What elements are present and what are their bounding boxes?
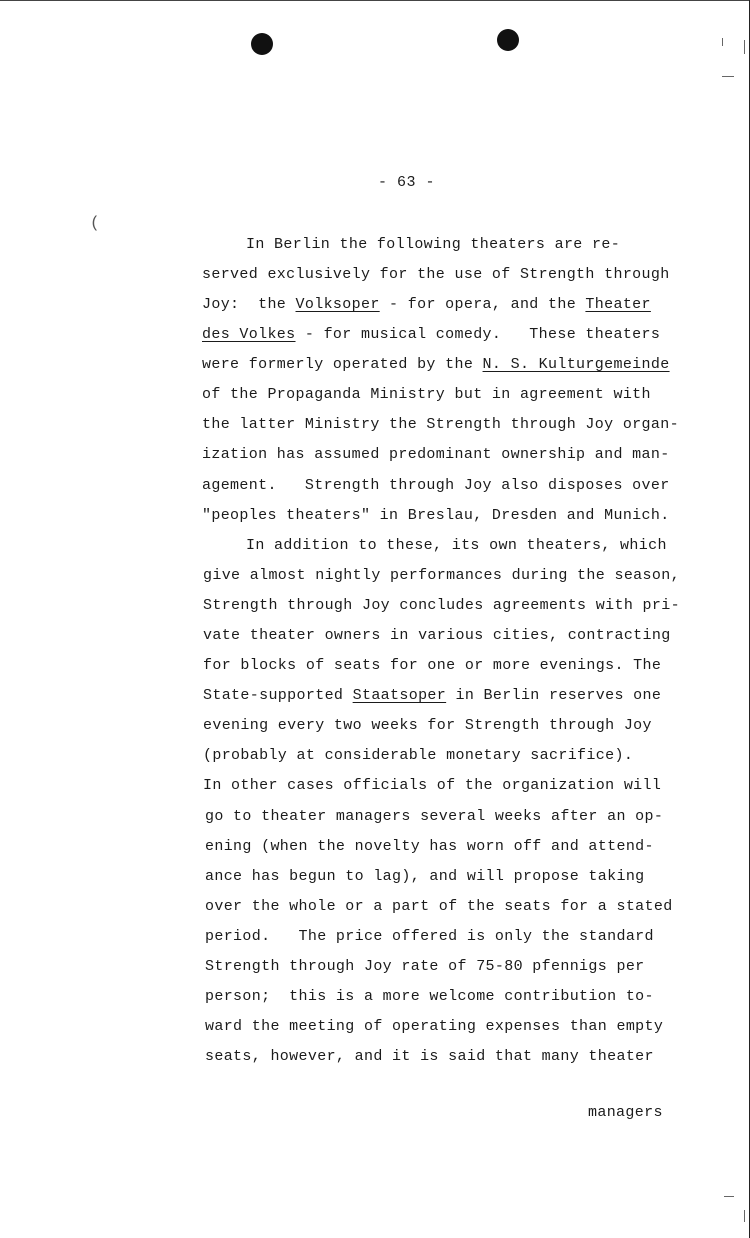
text-segment: Joy: the (202, 296, 296, 313)
text-line (203, 627, 671, 645)
text-segment: agement. Strength through Joy also disposes over (202, 477, 670, 494)
text-segment: - for musical comedy. These theaters (295, 326, 661, 343)
text-segment: served exclusively for the use of Strength through (202, 266, 670, 283)
continuation-word: managers (588, 1104, 663, 1121)
scan-artifact (724, 1196, 734, 1197)
margin-paren-mark: ( (90, 214, 100, 232)
text-line (202, 386, 651, 404)
punch-hole-left (251, 33, 273, 55)
text-segment: period. The price offered is only the standard (205, 928, 654, 945)
scan-artifact (744, 1210, 745, 1222)
text-segment: of the Propaganda Ministry but in agreement with (202, 386, 651, 403)
text-segment: were formerly operated by the (202, 356, 483, 373)
text-line (203, 687, 661, 705)
page-top-edge (0, 0, 750, 1)
text-line (203, 597, 680, 615)
text-segment: over the whole or a part of the seats for a stated (205, 898, 673, 915)
text-line (246, 537, 667, 555)
text-segment: person; this is a more welcome contribution to- (205, 988, 654, 1005)
text-line (205, 958, 645, 976)
text-line (205, 808, 663, 826)
text-segment: "peoples theaters" in Breslau, Dresden and Munich. (202, 507, 670, 524)
text-line (205, 1048, 654, 1066)
text-line (203, 717, 652, 735)
underlined-name: Staatsoper (352, 687, 447, 704)
text-line (202, 356, 670, 374)
scan-artifact (744, 40, 745, 54)
text-segment: in Berlin reserves one (446, 687, 662, 704)
text-segment: - for opera, and the (379, 296, 586, 313)
text-line (203, 567, 680, 585)
text-segment: In addition to these, its own theaters, which (246, 537, 667, 554)
text-line (202, 507, 670, 525)
text-segment: evening every two weeks for Strength through Joy (203, 717, 652, 734)
text-segment: State-supported (203, 687, 353, 704)
text-segment: In other cases officials of the organization will (203, 777, 662, 794)
text-segment: (probably at considerable monetary sacrifice). (203, 747, 634, 764)
scan-artifact (722, 38, 723, 46)
text-line (205, 928, 654, 946)
punch-hole-right (497, 29, 519, 51)
text-segment: ward the meeting of operating expenses than empty (205, 1018, 664, 1035)
text-segment: seats, however, and it is said that many theater (205, 1048, 654, 1065)
text-segment: ening (when the novelty has worn off and attend- (205, 838, 654, 855)
text-segment: the latter Ministry the Strength through Joy organ- (202, 416, 679, 433)
text-segment: ance has begun to lag), and will propose taking (205, 868, 645, 885)
text-segment: for blocks of seats for one or more evenings. The (203, 657, 662, 674)
text-line (202, 266, 670, 284)
text-line (246, 236, 620, 254)
text-segment: Strength through Joy concludes agreements with pri- (203, 597, 680, 614)
text-line (205, 838, 654, 856)
text-segment: ization has assumed predominant ownership and man- (202, 446, 670, 463)
text-line (202, 416, 679, 434)
text-segment: vate theater owners in various cities, contracting (203, 627, 671, 644)
underlined-name: des Volkes (202, 326, 296, 343)
text-segment: In Berlin the following theaters are re- (246, 236, 621, 253)
text-segment: go to theater managers several weeks after an op- (205, 808, 664, 825)
text-line (202, 326, 660, 344)
text-line (202, 446, 670, 464)
text-line (203, 657, 661, 675)
text-line (205, 1018, 663, 1036)
text-line (205, 988, 654, 1006)
underlined-name: N. S. Kulturgemeinde (482, 356, 670, 373)
text-line (202, 477, 670, 495)
text-line (203, 777, 661, 795)
text-line (203, 747, 633, 765)
text-line (205, 898, 673, 916)
text-line (202, 296, 651, 314)
scan-artifact (722, 76, 734, 77)
text-segment: give almost nightly performances during the season, (203, 567, 680, 584)
underlined-name: Theater (585, 296, 651, 313)
text-segment: Strength through Joy rate of 75-80 pfennigs per (205, 958, 645, 975)
text-line (205, 868, 645, 886)
underlined-name: Volksoper (295, 296, 380, 313)
page-number: - 63 - (378, 174, 436, 191)
